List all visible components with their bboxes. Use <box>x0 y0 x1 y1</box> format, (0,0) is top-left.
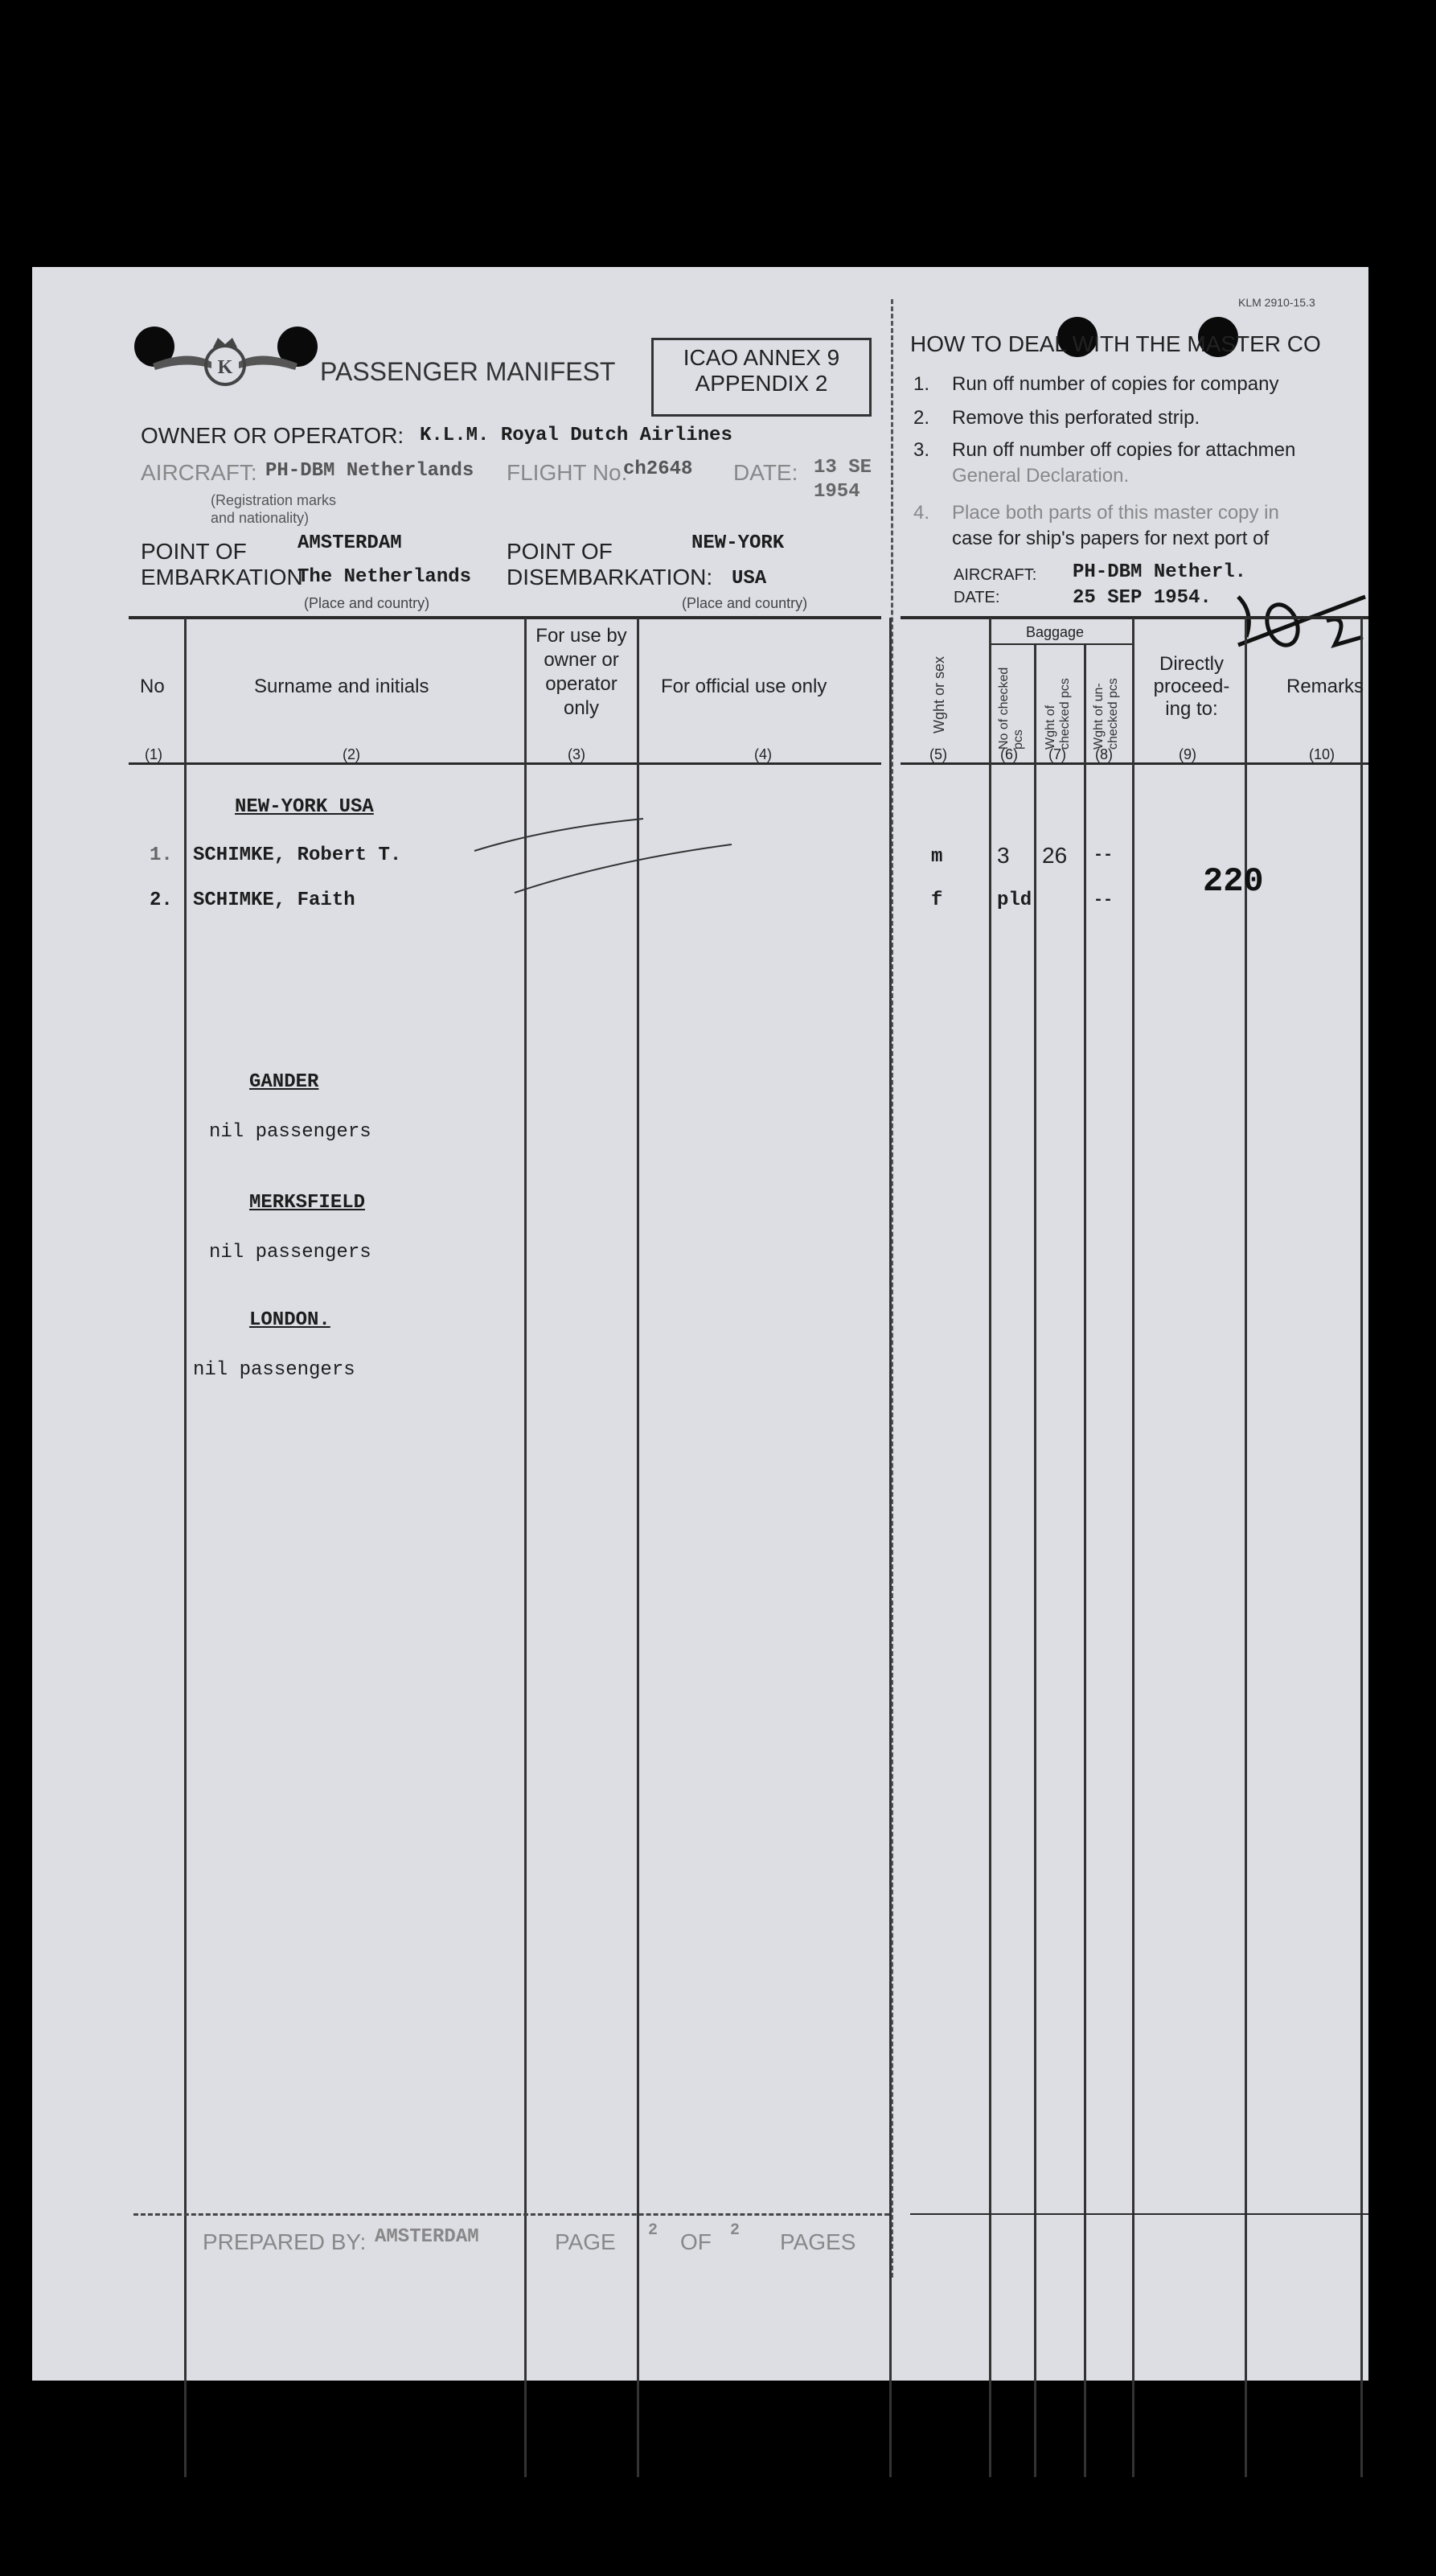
strip-right-edge <box>1360 618 1363 2477</box>
passenger-1-name: SCHIMKE, Robert T. <box>193 844 402 866</box>
col-num-10: (10) <box>1309 746 1335 762</box>
klm-crown-logo <box>149 333 302 389</box>
stop-merksfield: MERKSFIELD <box>249 1192 366 1214</box>
embark-place-note: (Place and country) <box>304 595 430 611</box>
col-header-wght-checked: Wght of checked pcs <box>1044 678 1072 750</box>
form-code: KLM 2910-15.3 <box>1238 296 1315 309</box>
passenger-1-no: 1. <box>150 844 173 866</box>
embark-label-2: EMBARKATION <box>141 565 303 590</box>
passenger-1-wght: 26 <box>1042 843 1068 868</box>
aircraft-label: AIRCRAFT: <box>141 460 257 485</box>
instruction-text-4b: case for ship's papers for next port of <box>952 528 1270 549</box>
col-num-1: (1) <box>145 746 162 762</box>
table-top-rule <box>129 616 881 619</box>
stop-london-note: nil passengers <box>193 1359 355 1381</box>
strip-date-label: DATE: <box>954 589 1000 606</box>
aircraft-value: PH-DBM Netherlands <box>265 460 474 482</box>
registration-note-2: and nationality) <box>211 510 310 526</box>
strip-aircraft-label: AIRCRAFT: <box>954 566 1037 584</box>
col-line-8 <box>1132 618 1134 2477</box>
stop-gander: GANDER <box>249 1071 319 1093</box>
col-line-1 <box>184 618 187 2477</box>
col-header-pcs: No of checked pcs <box>997 667 1025 750</box>
page-total: 2 <box>730 2221 741 2240</box>
registration-note-1: (Registration marks <box>211 492 337 508</box>
disembark-country: USA <box>732 568 767 590</box>
section-newyork: NEW-YORK USA <box>235 796 374 818</box>
page-title: PASSENGER MANIFEST <box>320 357 616 386</box>
passenger-2-sex: f <box>931 889 943 911</box>
prepared-by-value: AMSTERDAM <box>375 2226 479 2248</box>
stop-gander-note: nil passengers <box>209 1121 371 1143</box>
flight-label: FLIGHT No. <box>507 460 628 485</box>
instruction-text-2: Remove this perforated strip. <box>952 407 1200 429</box>
manifest-sheet <box>32 267 1368 2381</box>
svg-text:K: K <box>217 357 233 378</box>
icao-line-1: ICAO ANNEX 9 <box>683 345 840 370</box>
instruction-num-4: 4. <box>913 502 930 524</box>
col-line-5 <box>989 618 991 2477</box>
strip-aircraft-value: PH-DBM Netherl. <box>1073 561 1247 583</box>
embark-country: The Netherlands <box>297 566 472 588</box>
stop-london: LONDON. <box>249 1309 330 1331</box>
instruction-num-2: 2. <box>913 407 930 429</box>
icao-line-2: APPENDIX 2 <box>695 371 828 396</box>
col-num-3: (3) <box>568 746 585 762</box>
strip-date-value: 25 SEP 1954. <box>1073 587 1212 609</box>
instruction-num-1: 1. <box>913 373 930 395</box>
proceeding-value: 220 <box>1203 862 1264 901</box>
baggage-rule <box>991 643 1132 645</box>
owner-value: K.L.M. Royal Dutch Airlines <box>420 425 732 446</box>
disembark-place-note: (Place and country) <box>682 595 808 611</box>
date-value-1: 13 SE <box>814 457 872 479</box>
strip-footer-rule <box>910 2213 1368 2215</box>
instruction-text-3b: General Declaration. <box>952 465 1130 487</box>
embark-city: AMSTERDAM <box>297 532 402 554</box>
of-label: OF <box>680 2229 712 2254</box>
icao-box <box>651 338 872 417</box>
disembark-city: NEW-YORK <box>691 532 785 554</box>
instruction-text-1: Run off number of copies for company <box>952 373 1279 395</box>
date-label: DATE: <box>733 460 798 485</box>
col-num-6: (6) <box>1000 746 1018 762</box>
disembark-label-1: POINT OF <box>507 539 613 564</box>
col-num-4: (4) <box>754 746 772 762</box>
col-header-remarks: Remarks <box>1286 676 1364 697</box>
pages-label: PAGES <box>780 2229 856 2254</box>
prepared-by-label: PREPARED BY: <box>203 2229 367 2254</box>
col-num-8: (8) <box>1095 746 1113 762</box>
date-value-2: 1954 <box>814 481 860 503</box>
instructions-title: HOW TO DEAL WITH THE MASTER CO <box>910 331 1321 356</box>
owner-label: OWNER OR OPERATOR: <box>141 423 404 448</box>
instruction-text-4: Place both parts of this master copy in <box>952 502 1279 524</box>
flight-value: ch2648 <box>623 458 693 480</box>
col-header-no: No <box>140 676 165 697</box>
col-header-owner: For use by owner or operator only <box>535 625 627 719</box>
footer-dash-rule <box>133 2213 889 2216</box>
disembark-label-2: DISEMBARKATION: <box>507 565 713 590</box>
col-line-4 <box>889 618 892 2477</box>
instruction-num-3: 3. <box>913 439 930 461</box>
passenger-2-no: 2. <box>150 889 173 911</box>
col-line-7 <box>1084 645 1086 2477</box>
col-header-wght-sex: Wght or sex <box>931 655 947 733</box>
col-num-9: (9) <box>1179 746 1196 762</box>
passenger-2-pcs: pld <box>997 889 1032 911</box>
col-header-surname: Surname and initials <box>254 676 429 697</box>
col-num-5: (5) <box>929 746 947 762</box>
col-header-wght-unchecked: Wght of un-checked pcs <box>1092 678 1120 750</box>
passenger-1-unchecked: -- <box>1093 846 1114 865</box>
pen-strokes <box>466 804 740 909</box>
strip-header-bottom-rule <box>901 762 1368 765</box>
embark-label-1: POINT OF <box>141 539 247 564</box>
page-number: 2 <box>648 2221 659 2240</box>
stop-merksfield-note: nil passengers <box>209 1242 371 1263</box>
strip-table-top-rule <box>901 616 1368 619</box>
passenger-1-pcs: 3 <box>997 843 1010 868</box>
col-header-baggage: Baggage <box>1026 624 1085 640</box>
passenger-2-name: SCHIMKE, Faith <box>193 889 355 911</box>
col-num-7: (7) <box>1048 746 1066 762</box>
col-header-proceeding: Directly proceed-ing to: <box>1153 653 1230 720</box>
col-line-6 <box>1034 645 1036 2477</box>
passenger-1-sex: m <box>931 846 943 868</box>
page-label: PAGE <box>555 2229 616 2254</box>
instruction-text-3: Run off number off copies for attachmen <box>952 439 1296 461</box>
col-num-2: (2) <box>343 746 360 762</box>
col-header-official: For official use only <box>661 676 827 697</box>
passenger-2-unchecked: -- <box>1093 891 1114 910</box>
